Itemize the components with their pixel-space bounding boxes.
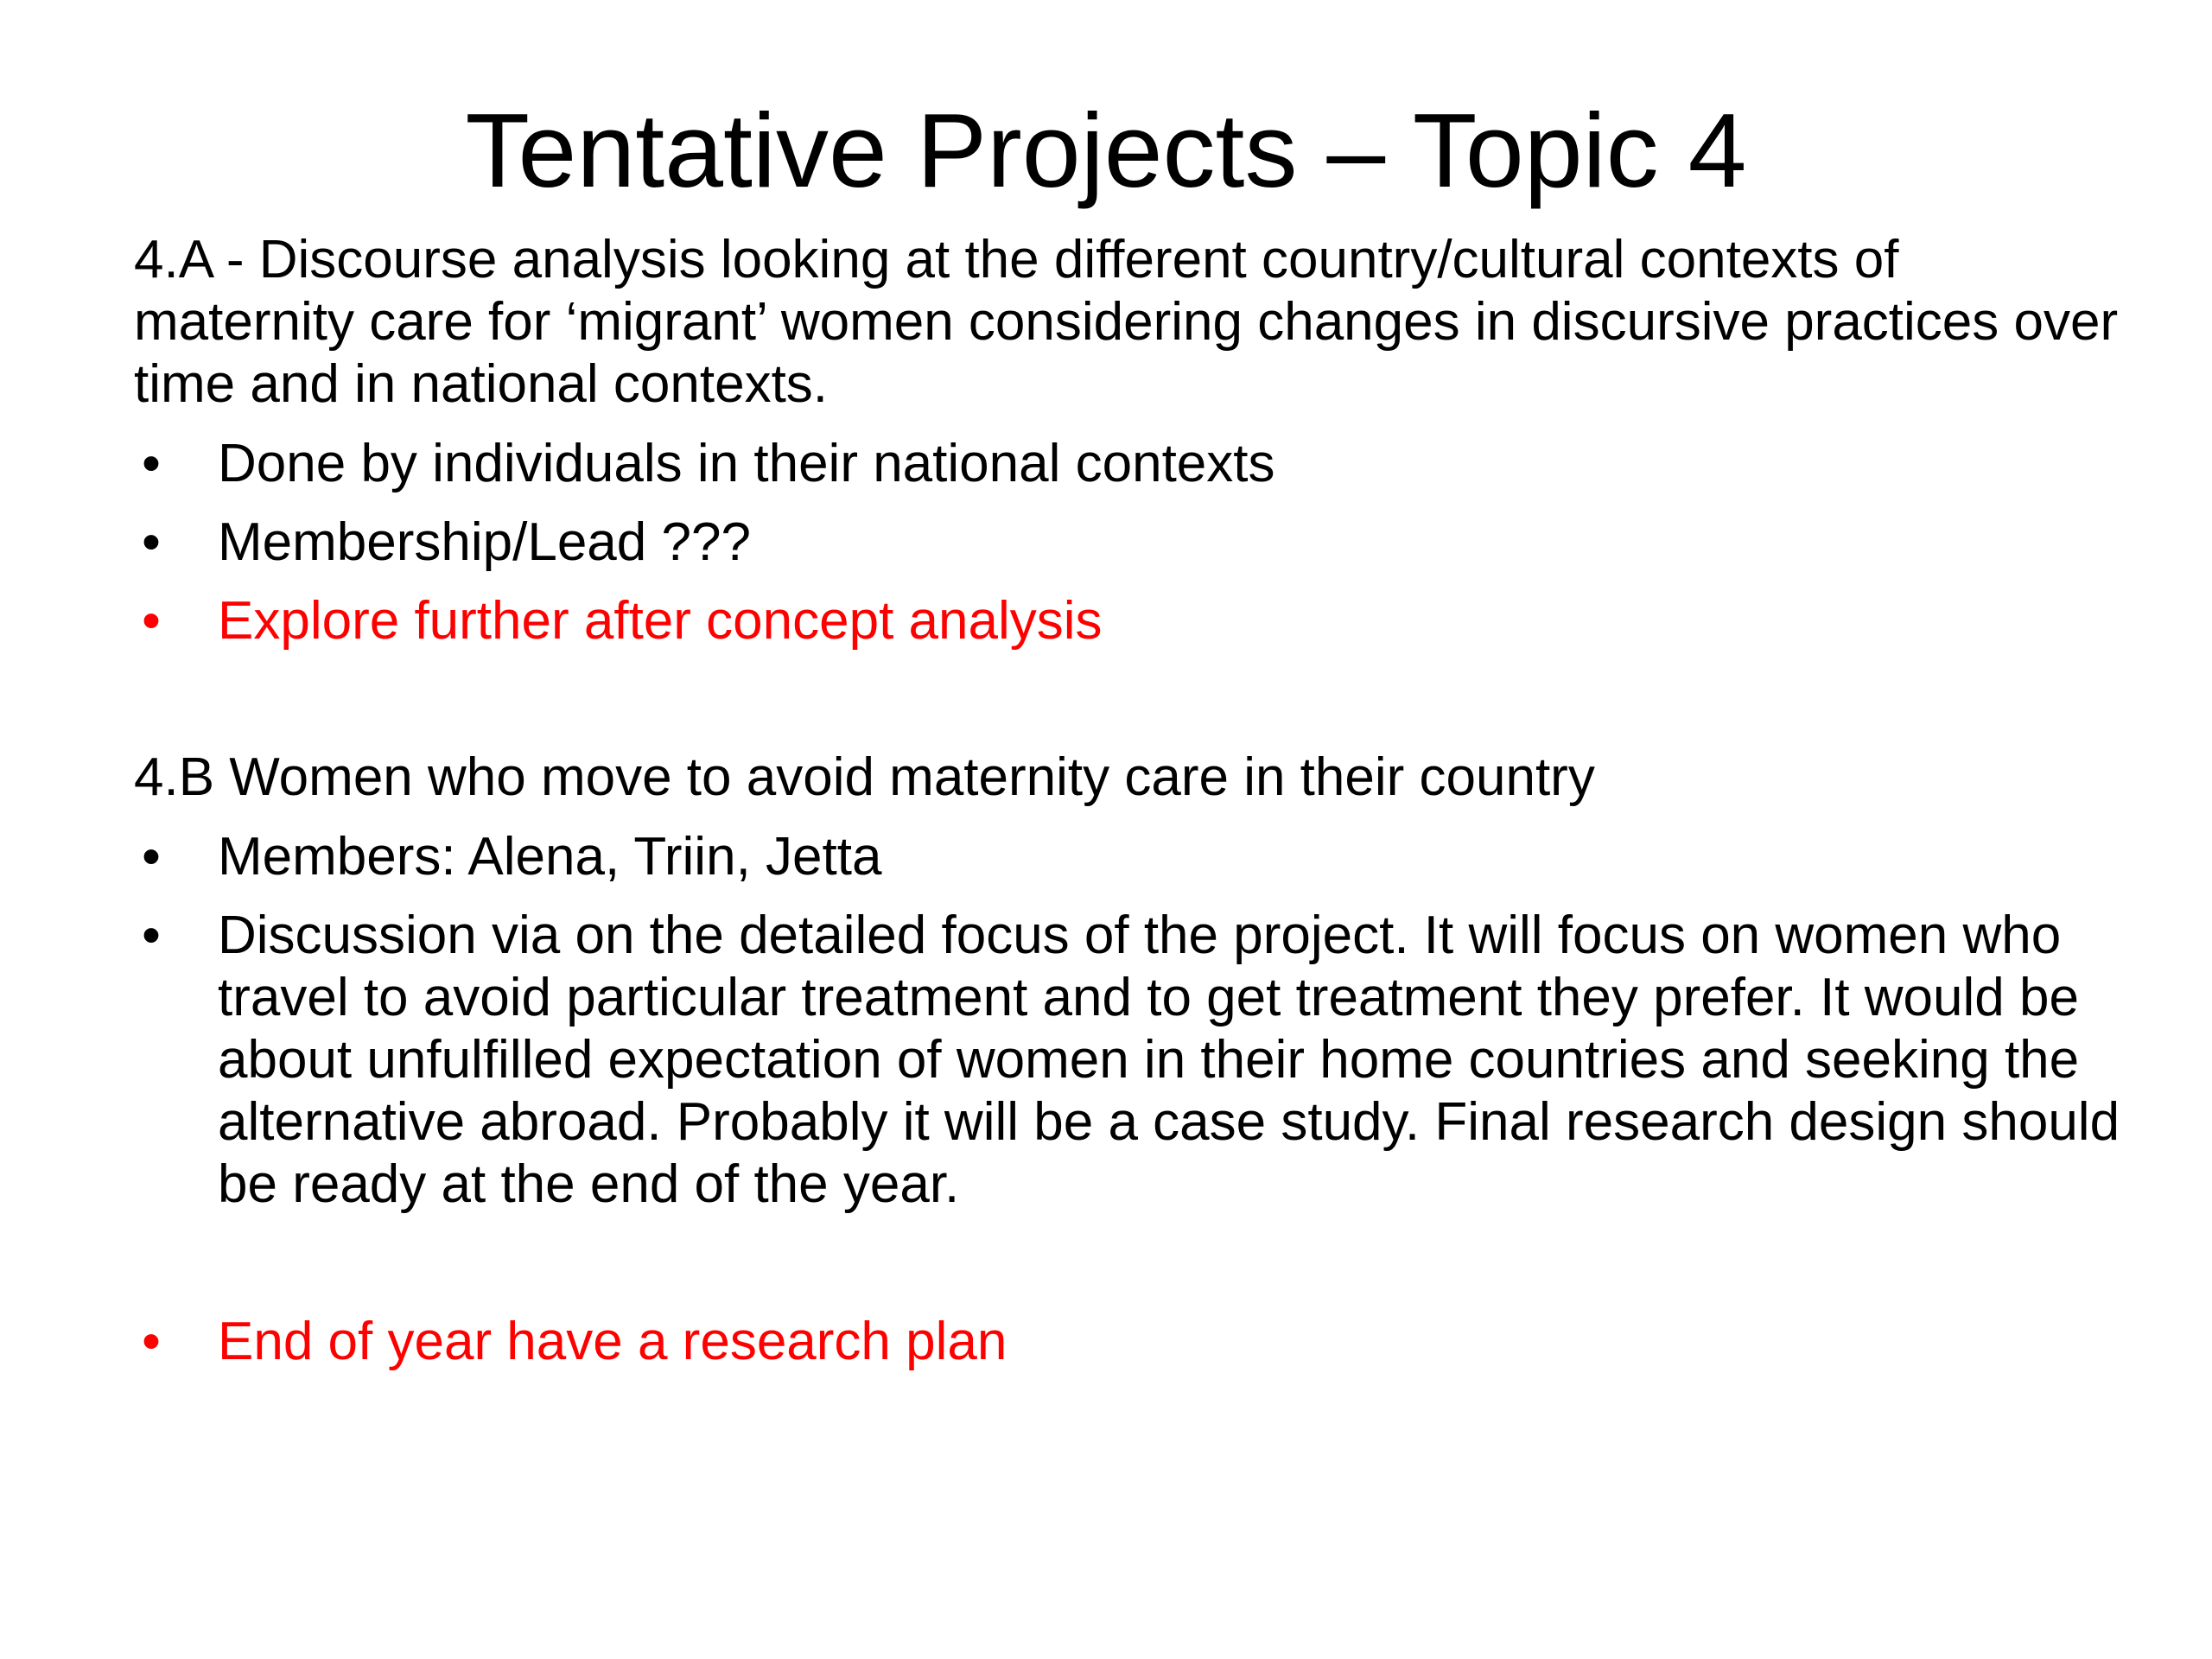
bullet-item — [134, 905, 2121, 1216]
bullet-item — [134, 512, 2121, 574]
slide-title: Tentative Projects – Topic 4 — [465, 92, 1747, 209]
bullet-dot-icon: • — [142, 591, 161, 651]
bullet-item — [134, 826, 2121, 888]
section-a-heading: 4.A - Discourse analysis looking at the different country/cultural contexts of maternity care for ‘migrant’ women considering changes in discursive practices over time and in national contexts. — [134, 230, 2119, 414]
bullet-text: Membership/Lead ??? — [218, 512, 751, 572]
section-b-heading: 4.B Women who move to avoid maternity care in their country — [134, 747, 1595, 807]
bullet-item-highlight — [134, 590, 2121, 652]
bullet-item — [134, 433, 2121, 495]
bullet-text: Explore further after concept analysis — [218, 591, 1103, 651]
section-b-bullets — [134, 826, 2121, 1373]
slide-body — [134, 229, 2121, 1373]
bullet-dot-icon: • — [142, 1312, 161, 1371]
bullet-text: Done by individuals in their national contexts — [218, 434, 1275, 493]
bullet-text: Discussion via on the detailed focus of the project. It will focus on women who travel to avoid particular treatment and to get treatment they prefer. It would be about unfulfilled expectation of women in their home countries and seeking the alternative abroad. Probably it will be a case study. Final research design should be ready at the end of the year. — [218, 906, 2120, 1214]
bullet-dot-icon: • — [142, 827, 161, 887]
bullet-dot-icon: • — [142, 906, 161, 965]
bullet-text: End of year have a research plan — [218, 1312, 1007, 1371]
bullet-text: Members: Alena, Triin, Jetta — [218, 827, 882, 887]
bullet-dot-icon: • — [142, 512, 161, 572]
bullet-item-highlight — [134, 1311, 2121, 1373]
bullet-dot-icon: • — [142, 434, 161, 493]
section-a-bullets — [134, 433, 2121, 652]
